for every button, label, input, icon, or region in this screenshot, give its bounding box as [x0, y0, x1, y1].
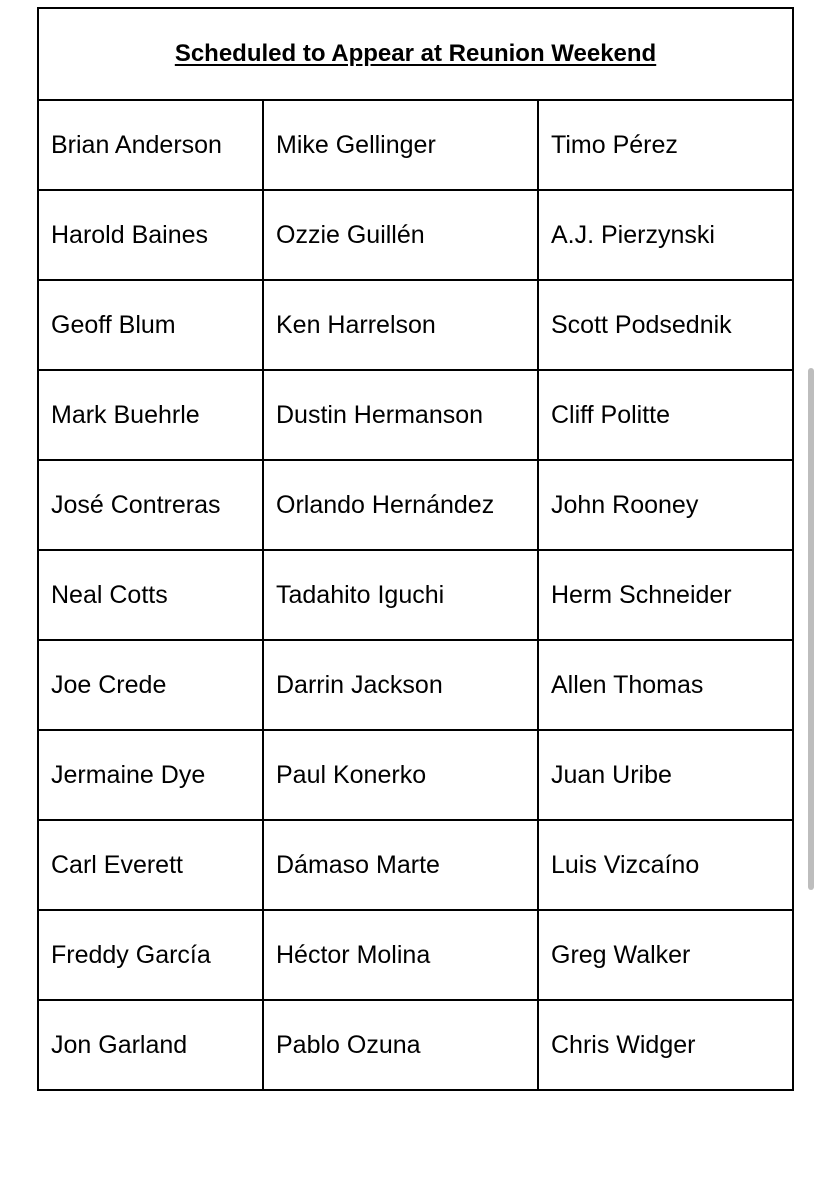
table-row	[38, 280, 793, 370]
name-cell: Allen Thomas	[538, 640, 793, 730]
table-title: Scheduled to Appear at Reunion Weekend	[38, 8, 793, 100]
name-cell: José Contreras	[38, 460, 263, 550]
name-cell: Timo Pérez	[538, 100, 793, 190]
name-cell: John Rooney	[538, 460, 793, 550]
name-cell: Mike Gellinger	[263, 100, 538, 190]
name-cell: Freddy García	[38, 910, 263, 1000]
table-row	[38, 1000, 793, 1090]
name-cell: Jermaine Dye	[38, 730, 263, 820]
name-cell: Juan Uribe	[538, 730, 793, 820]
table-row	[38, 370, 793, 460]
name-cell: Darrin Jackson	[263, 640, 538, 730]
name-cell: Paul Konerko	[263, 730, 538, 820]
name-cell: Ozzie Guillén	[263, 190, 538, 280]
table-row	[38, 820, 793, 910]
name-cell: A.J. Pierzynski	[538, 190, 793, 280]
table-row	[38, 640, 793, 730]
name-cell: Ken Harrelson	[263, 280, 538, 370]
name-cell: Joe Crede	[38, 640, 263, 730]
title-row	[38, 8, 793, 100]
name-cell: Scott Podsednik	[538, 280, 793, 370]
name-cell: Jon Garland	[38, 1000, 263, 1090]
name-cell: Harold Baines	[38, 190, 263, 280]
name-cell: Brian Anderson	[38, 100, 263, 190]
name-cell: Greg Walker	[538, 910, 793, 1000]
name-cell: Neal Cotts	[38, 550, 263, 640]
vertical-scrollbar[interactable]	[808, 368, 814, 890]
roster-table	[37, 7, 794, 1091]
roster-table-body	[38, 8, 793, 1090]
table-row	[38, 460, 793, 550]
table-row	[38, 190, 793, 280]
name-cell: Dustin Hermanson	[263, 370, 538, 460]
name-cell: Herm Schneider	[538, 550, 793, 640]
name-cell: Dámaso Marte	[263, 820, 538, 910]
name-cell: Geoff Blum	[38, 280, 263, 370]
name-cell: Cliff Politte	[538, 370, 793, 460]
name-cell: Pablo Ozuna	[263, 1000, 538, 1090]
name-cell: Héctor Molina	[263, 910, 538, 1000]
table-row	[38, 550, 793, 640]
name-cell: Luis Vizcaíno	[538, 820, 793, 910]
table-row	[38, 910, 793, 1000]
name-cell: Carl Everett	[38, 820, 263, 910]
table-row	[38, 730, 793, 820]
name-cell: Orlando Hernández	[263, 460, 538, 550]
name-cell: Mark Buehrle	[38, 370, 263, 460]
name-cell: Chris Widger	[538, 1000, 793, 1090]
table-row	[38, 100, 793, 190]
name-cell: Tadahito Iguchi	[263, 550, 538, 640]
